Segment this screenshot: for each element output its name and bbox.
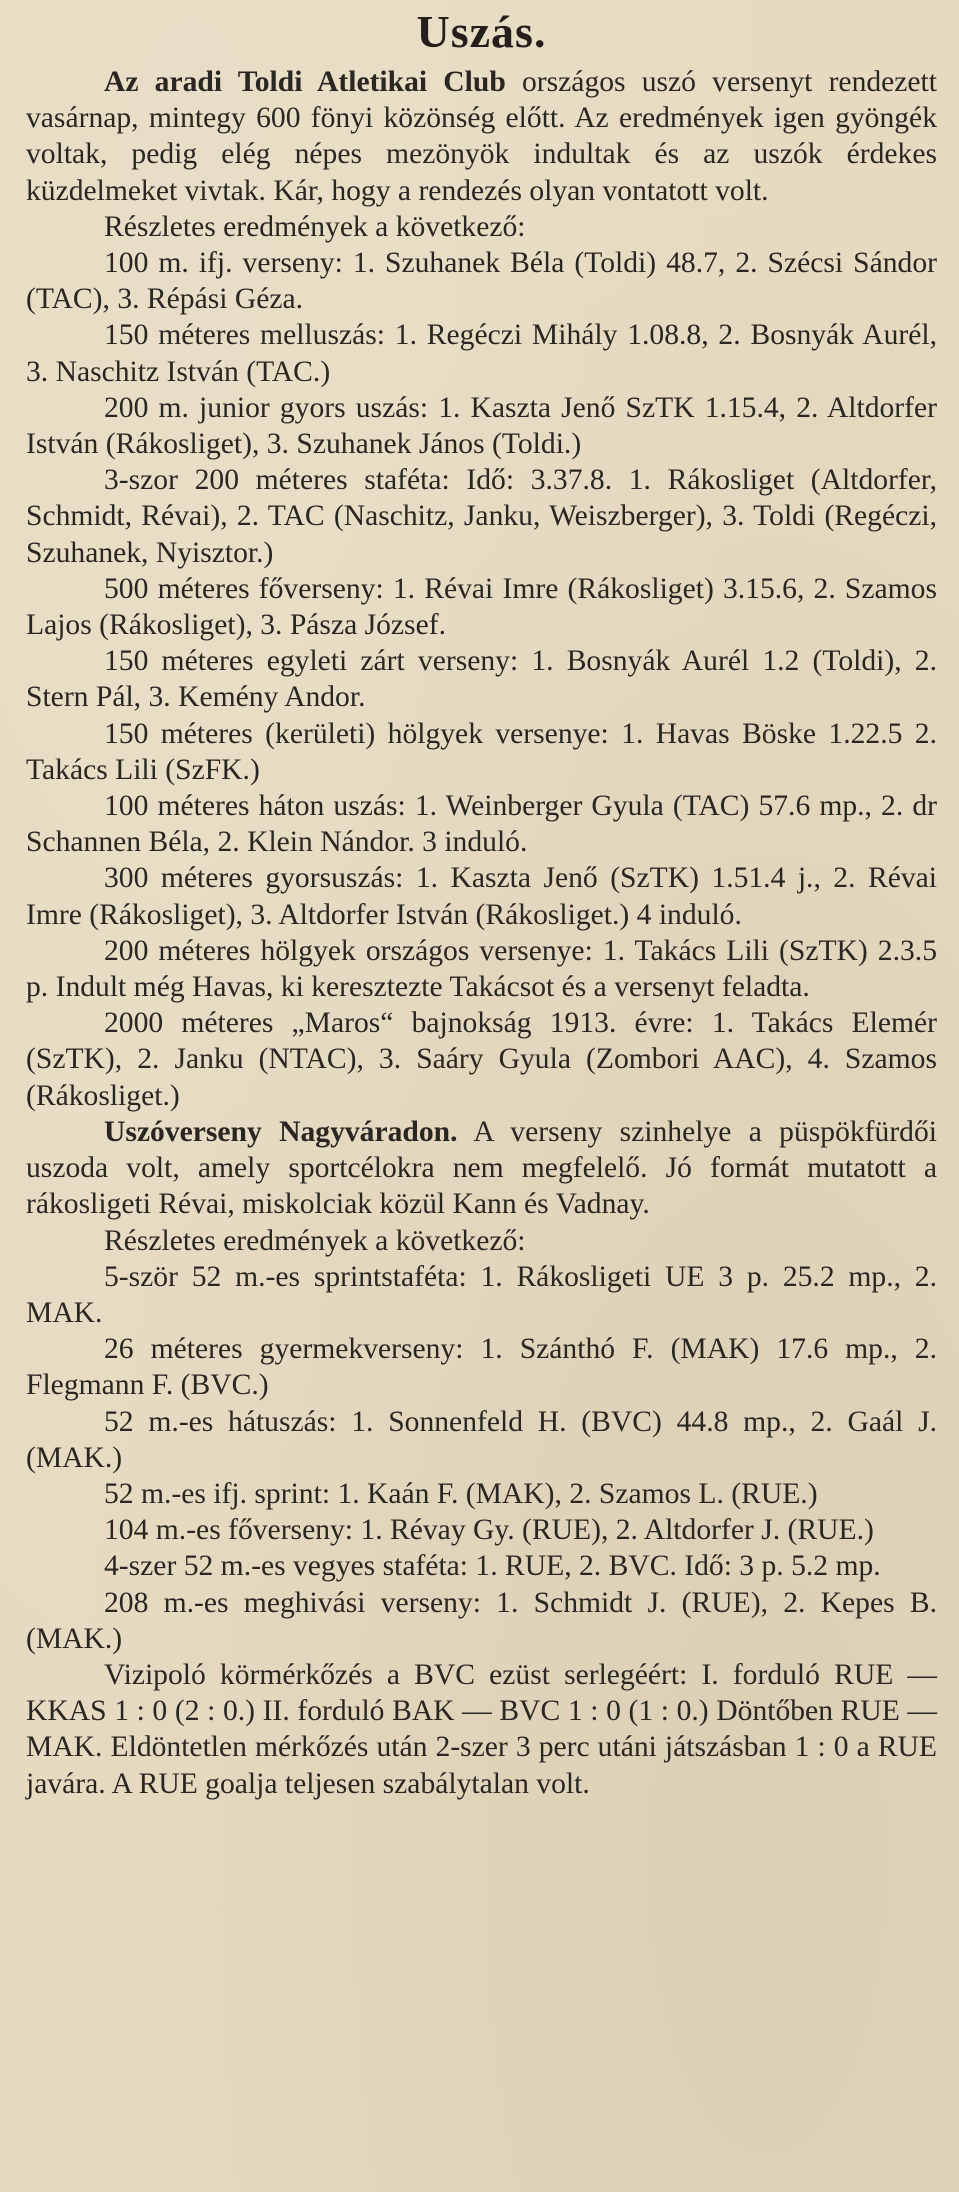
article-paragraph — [26, 462, 937, 571]
paragraph-text: 200 méteres hölgyek országos versenye: 1. Takács Lili (SzTK) 2.3.5 p. Indult még Havas, ki keresztezte Takácsot és a versenyt feladta. — [26, 934, 937, 1004]
paragraph-text: országos uszó versenyt rendezett vasárnap, mintegy 600 fönyi közönség előtt. Az eredmények igen gyöngék voltak, pedig elég népes mezönyök indultak és az uszók érdekes küzdelmeket vivtak. Kár, hogy a rendezés olyan vontatott volt. — [26, 66, 938, 207]
article-paragraph — [26, 209, 937, 245]
article-paragraph — [26, 1404, 937, 1476]
paragraph-text: 2000 méteres „Maros“ bajnokság 1913. évre: 1. Takács Elemér (SzTK), 2. Janku (NTAC), 3. Saáry Gyula (Zombori AAC), 4. Szamos (Rákosliget.) — [26, 1007, 937, 1112]
article-paragraph — [26, 1331, 937, 1403]
article-paragraph — [26, 64, 937, 209]
paragraph-text: 300 méteres gyorsuszás: 1. Kaszta Jenő (SzTK) 1.51.4 j., 2. Révai Imre (Rákosliget), 3. Altdorfer István (Rákosliget.) 4 induló. — [26, 862, 937, 931]
article-paragraph — [26, 643, 937, 715]
article-title: Uszás. — [416, 6, 547, 57]
article-paragraph — [26, 933, 937, 1005]
article-paragraph — [26, 716, 937, 788]
paragraph-text: 150 méteres melluszás: 1. Regéczi Mihály 1.08.8, 2. Bosnyák Aurél, 3. Naschitz István (TAC.) — [26, 319, 937, 388]
article-paragraph — [26, 390, 937, 462]
article-paragraph — [26, 317, 937, 389]
article-paragraph — [26, 1223, 937, 1259]
paragraph-text: 150 méteres egyleti zárt verseny: 1. Bosnyák Aurél 1.2 (Toldi), 2. Stern Pál, 3. Kemény Andor. — [26, 645, 937, 714]
paragraph-text: 52 m.-es hátuszás: 1. Sonnenfeld H. (BVC) 44.8 mp., 2. Gaál J. (MAK.) — [26, 1405, 937, 1474]
article-paragraph — [26, 1512, 937, 1548]
paragraph-lead-bold: Uszóverseny Nagyváradon. — [104, 1115, 458, 1148]
paragraph-text: Vizipoló körmérkőzés a BVC ezüst serlegéért: I. forduló RUE — KKAS 1 : 0 (2 : 0.) II. forduló BAK — BVC 1 : 0 (1 : 0.) Döntőben RUE — MAK. Eldöntetlen mérkőzés után 2-szer 3 perc utáni játszásban 1 : 0 a RUE javára. A RUE goalja teljesen szabálytalan volt. — [26, 1658, 937, 1800]
article-paragraph — [26, 245, 937, 317]
article-body — [26, 64, 937, 1802]
paragraph-text: 200 m. junior gyors uszás: 1. Kaszta Jenő SzTK 1.15.4, 2. Altdorfer István (Rákosliget), 3. Szuhanek János (Toldi.) — [26, 391, 937, 461]
paragraph-text: Részletes eredmények a következő: — [104, 210, 526, 243]
paragraph-text: 104 m.-es főverseny: 1. Révay Gy. (RUE), 2. Altdorfer J. (RUE.) — [104, 1514, 874, 1547]
paragraph-text: 26 méteres gyermekverseny: 1. Szánthó F. (MAK) 17.6 mp., 2. Flegmann F. (BVC.) — [26, 1333, 937, 1402]
article-paragraph — [26, 1005, 937, 1114]
article-paragraph — [26, 1548, 937, 1584]
paragraph-text: 150 méteres (kerületi) hölgyek versenye: 1. Havas Böske 1.22.5 2. Takács Lili (SzFK.) — [26, 717, 937, 786]
article-paragraph — [26, 1476, 937, 1512]
paragraph-text: 208 m.-es meghivási verseny: 1. Schmidt J. (RUE), 2. Kepes B. (MAK.) — [26, 1586, 937, 1655]
paragraph-text: 3-szor 200 méteres staféta: Idő: 3.37.8. 1. Rákosliget (Altdorfer, Schmidt, Révai), 2. TAC (Naschitz, Janku, Weiszberger), 3. Toldi (Regéczi, Szuhanek, Nyisztor.) — [26, 464, 937, 569]
article-paragraph — [26, 1114, 937, 1223]
paragraph-text: A verseny szinhelye a püspökfürdői uszoda volt, amely sportcélokra nem megfelelő. Jó formát mutatott a rákosligeti Révai, miskolciak közül Kann és Vadnay. — [26, 1115, 937, 1221]
article-paragraph — [26, 860, 937, 932]
article-paragraph — [26, 788, 937, 860]
article-paragraph — [26, 571, 937, 643]
article-paragraph — [26, 1259, 937, 1331]
paragraph-text: 52 m.-es ifj. sprint: 1. Kaán F. (MAK), 2. Szamos L. (RUE.) — [104, 1477, 818, 1510]
paragraph-text: 500 méteres főverseny: 1. Révai Imre (Rákosliget) 3.15.6, 2. Szamos Lajos (Rákosliget), 3. Pásza József. — [26, 572, 937, 642]
paragraph-text: 100 m. ifj. verseny: 1. Szuhanek Béla (Toldi) 48.7, 2. Szécsi Sándor (TAC), 3. Répási Géza. — [26, 247, 937, 316]
paragraph-text: Részletes eredmények a következő: — [104, 1224, 526, 1257]
article-paragraph — [26, 1657, 937, 1802]
article-paragraph — [26, 1585, 937, 1657]
paragraph-text: 100 méteres háton uszás: 1. Weinberger Gyula (TAC) 57.6 mp., 2. dr Schannen Béla, 2. Klein Nándor. 3 induló. — [26, 790, 937, 859]
paragraph-text: 4-szer 52 m.-es vegyes staféta: 1. RUE, 2. BVC. Idő: 3 p. 5.2 mp. — [104, 1550, 881, 1583]
paragraph-lead-bold: Az aradi Toldi Atletikai Club — [104, 66, 506, 98]
paragraph-text: 5-ször 52 m.-es sprintstaféta: 1. Rákosligeti UE 3 p. 25.2 mp., 2. MAK. — [26, 1260, 937, 1329]
